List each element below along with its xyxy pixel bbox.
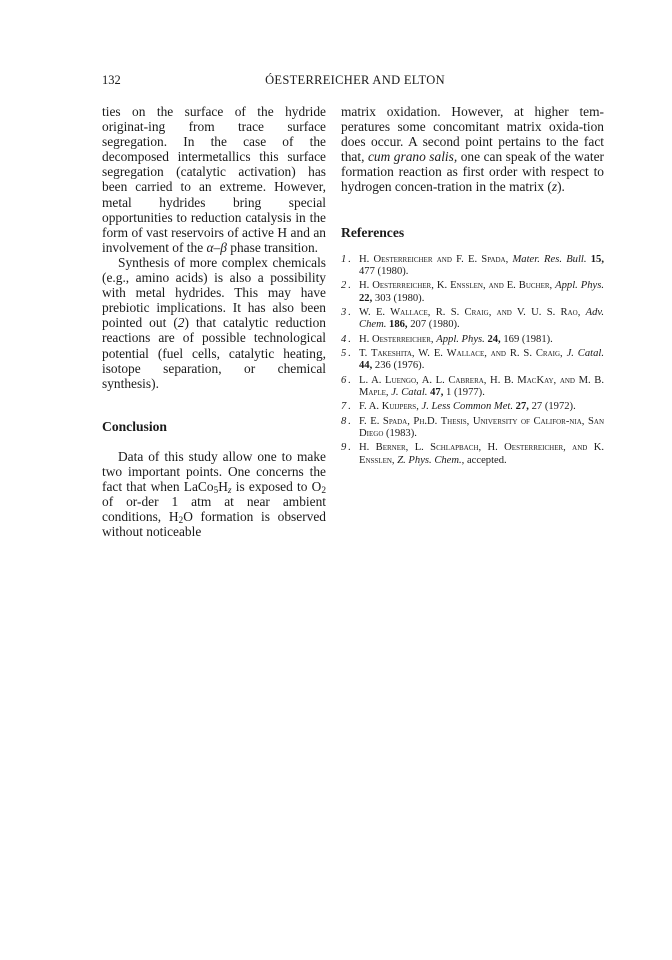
reference-item — [341, 348, 604, 373]
reference-authors: W. E. Wallace, R. S. Craig, and V. U. S. Rao, — [359, 306, 581, 318]
reference-volume: 24, — [487, 333, 501, 345]
paragraph-text: one can speak of the water formation reaction as first order with respect to hydrogen concen-tration in the matrix ( — [341, 149, 604, 195]
reference-authors: F. A. Kuijpers, — [359, 401, 419, 413]
reference-number: 4 — [341, 333, 347, 345]
subscript: z — [227, 485, 232, 496]
reference-volume: 27, — [515, 401, 529, 413]
reference-volume: 47, — [430, 387, 444, 398]
reference-item — [341, 307, 604, 332]
reference-journal: J. Catal. — [391, 387, 428, 398]
reference-number: 6 — [341, 374, 347, 386]
reference-number-dot: . — [348, 347, 351, 359]
left-column — [102, 104, 326, 539]
reference-item — [341, 401, 604, 413]
reference-pages-year: 27 (1972). — [531, 401, 576, 413]
reference-list — [341, 254, 604, 468]
paragraph-conclusion — [102, 449, 326, 540]
latin-phrase: cum grano salis, — [367, 149, 458, 165]
reference-item — [341, 254, 604, 279]
reference-journal: J. Less Common Met. — [421, 401, 514, 413]
reference-volume: 22, — [359, 292, 373, 304]
reference-number: 5 — [341, 347, 347, 359]
reference-authors: H. Oesterreicher and F. E. Spada, — [359, 253, 509, 265]
right-column — [341, 104, 604, 469]
subscript: 2 — [321, 485, 326, 496]
paragraph-text: of or-der 1 atm at near ambient conditions, H — [102, 494, 326, 525]
paragraph — [341, 104, 604, 195]
reference-journal: Appl. Phys. — [436, 333, 485, 345]
reference-authors: L. A. Luengo, A. L. Cabrera, H. B. MacKay, and M. B. Maple, — [359, 374, 604, 398]
paragraph-text: is exposed to O — [231, 478, 322, 494]
reference-pages-year: 236 (1976). — [374, 360, 425, 372]
reference-item — [341, 442, 604, 467]
reference-journal: Z. Phys. Chem., — [397, 454, 465, 466]
reference-journal: Adv. Chem. — [359, 306, 604, 331]
reference-item — [341, 375, 604, 400]
reference-number-dot: . — [348, 442, 351, 454]
paragraph-text: matrix oxidation. However, at higher tem-peratures some concomitant matrix oxida-tion does occur. A second point pertains to the fact that, — [341, 104, 604, 165]
conclusion-heading: Conclusion — [102, 418, 167, 434]
reference-number: 2 — [341, 280, 347, 292]
reference-number-dot: . — [348, 306, 351, 318]
reference-number: 9 — [341, 442, 347, 454]
reference-number: 1 — [341, 253, 347, 265]
paragraph-catalysis — [102, 104, 326, 255]
paragraph-text-end: ) that catalytic reduction reactions are of possible technological potential (fuel cells, catalytic heating, isotope separation, or chemical synthesis). — [102, 315, 326, 391]
reference-number-dot: . — [348, 401, 351, 413]
running-head — [102, 72, 608, 88]
reference-number: 8 — [341, 415, 347, 427]
reference-pages-year: 1 (1977). — [446, 387, 485, 398]
reference-item — [341, 416, 604, 441]
reference-pages-year: 169 (1981). — [503, 333, 553, 345]
citation-ref: 2 — [177, 315, 185, 331]
greek-alpha-beta: α–β — [206, 239, 227, 255]
paragraph-text: Data of this study allow one to make two important points. One concerns the fact that when LaCo — [102, 448, 326, 494]
reference-pages-year: 207 (1980). — [410, 319, 460, 331]
reference-pages-year: 303 (1980). — [374, 292, 425, 304]
page-number: 132 — [102, 73, 121, 87]
reference-item — [341, 280, 604, 305]
reference-authors: H. Oesterreicher, K. Ensslen, and E. Bucher, — [359, 280, 553, 292]
reference-authors: H. Oesterreicher, — [359, 333, 434, 345]
reference-number-dot: . — [348, 280, 351, 292]
variable-z: z — [551, 179, 558, 195]
reference-authors: T. Takeshita, W. E. Wallace, and R. S. Craig, — [359, 347, 563, 359]
reference-authors: F. E. Spada, Ph.D. Thesis, University of Califor-nia, San Diego (1983). — [359, 415, 604, 440]
reference-volume: 15, — [590, 253, 604, 265]
reference-number-dot: . — [348, 374, 351, 386]
paragraph-synthesis — [102, 255, 326, 391]
reference-journal: J. Catal. — [566, 347, 604, 359]
paragraph-text: Synthesis of more complex chemicals (e.g., amino acids) is also a possibility with metal hydrides. This may have prebiotic implications. It has also been pointed out ( — [102, 254, 326, 331]
reference-journal: Appl. Phys. — [555, 280, 604, 292]
reference-volume: 44, — [359, 360, 373, 372]
reference-number: 7 — [341, 401, 347, 413]
paragraph-text: H — [218, 478, 228, 494]
paragraph-text: ties on the surface of the hydride originat-ing from trace surface segregation. In the case of the decomposed intermetallics this surface segregation (catalytic activation) has been carried to an extreme. However, metal hydrides bring special opportunities to reduction catalysis in the form of vast reservoirs of active H and an involvement of the — [102, 104, 326, 255]
reference-item — [341, 334, 604, 346]
reference-number-dot: . — [348, 333, 351, 345]
subscript: 2 — [178, 516, 184, 527]
reference-number: 3 — [341, 306, 347, 318]
reference-pages-year: accepted. — [466, 454, 507, 466]
running-title: ÓESTERREICHER AND ELTON — [265, 73, 445, 87]
reference-volume: 186, — [389, 319, 408, 331]
reference-number-dot: . — [348, 253, 351, 265]
reference-authors: H. Berner, L. Schlapbach, H. Oesterreicher, and K. Ensslen, — [359, 442, 604, 466]
subscript: 5 — [213, 485, 219, 496]
reference-number-dot: . — [348, 415, 351, 427]
paragraph-text-end: ). — [557, 179, 565, 195]
reference-journal: Mater. Res. Bull. — [512, 253, 587, 265]
reference-pages-year: 477 (1980). — [359, 265, 409, 277]
paragraph-matrix-oxidation — [341, 104, 604, 195]
paragraph-text-end: O formation is observed without noticeable — [102, 509, 326, 540]
references-heading: References — [341, 224, 405, 240]
paragraph-text-end: phase transition. — [226, 239, 319, 255]
